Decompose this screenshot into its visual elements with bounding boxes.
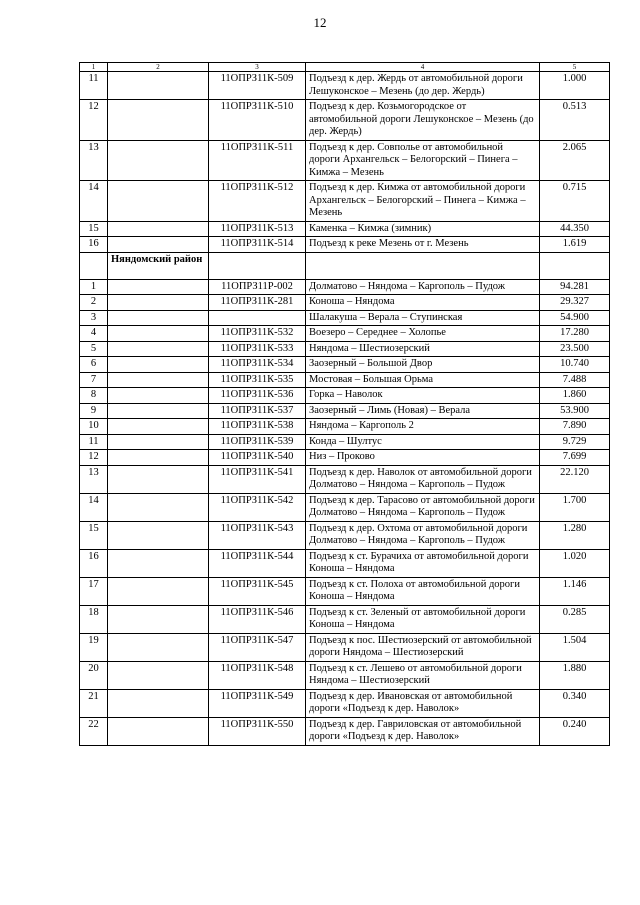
- table-row: [80, 419, 610, 435]
- table-row: [80, 403, 610, 419]
- road-code: 11ОПРЗ11К-537: [209, 403, 306, 419]
- road-name: Мостовая – Большая Орьма: [306, 372, 540, 388]
- road-length: 0.340: [540, 689, 610, 717]
- table-row: [80, 434, 610, 450]
- row-number: 5: [80, 341, 108, 357]
- table-row: [80, 388, 610, 404]
- road-code: 11ОПРЗ11К-547: [209, 633, 306, 661]
- road-name: Шалакуша – Верала – Ступинская: [306, 310, 540, 326]
- road-name: Подъезд к ст. Бурачиха от автомобильной дороги Коноша – Няндома: [306, 549, 540, 577]
- table-row: [80, 372, 610, 388]
- table-row: [80, 72, 610, 100]
- row-number: 11: [80, 434, 108, 450]
- row-number: 6: [80, 357, 108, 373]
- road-name: Подъезд к ст. Зеленый от автомобильной дороги Коноша – Няндома: [306, 605, 540, 633]
- road-code: 11ОПРЗ11К-546: [209, 605, 306, 633]
- row-number: 10: [80, 419, 108, 435]
- row-number: 11: [80, 72, 108, 100]
- road-code: 11ОПРЗ11К-509: [209, 72, 306, 100]
- district-cell: [108, 661, 209, 689]
- road-name: Горка – Наволок: [306, 388, 540, 404]
- page-number: 12: [313, 15, 327, 30]
- road-length: 23.500: [540, 341, 610, 357]
- row-number: 13: [80, 465, 108, 493]
- table-row: [80, 717, 610, 745]
- district-cell: [108, 326, 209, 342]
- district-cell: [108, 237, 209, 253]
- table-row: [80, 100, 610, 141]
- road-code: [209, 310, 306, 326]
- district-cell: [108, 450, 209, 466]
- road-name: Подъезд к ст. Полоха от автомобильной дороги Коноша – Няндома: [306, 577, 540, 605]
- row-number: 12: [80, 100, 108, 141]
- road-code: 11ОПРЗ11К-281: [209, 295, 306, 311]
- district-cell: [108, 310, 209, 326]
- district-cell: [108, 633, 209, 661]
- road-length: 53.900: [540, 403, 610, 419]
- road-name: Каменка – Кимжа (зимник): [306, 221, 540, 237]
- road-length: 9.729: [540, 434, 610, 450]
- road-name: Няндома – Шестиозерский: [306, 341, 540, 357]
- row-number: 21: [80, 689, 108, 717]
- road-name: Долматово – Няндома – Каргополь – Пудож: [306, 279, 540, 295]
- road-length: 0.715: [540, 181, 610, 222]
- roads-table: [79, 62, 610, 746]
- road-length: 2.065: [540, 140, 610, 181]
- district-cell: [108, 279, 209, 295]
- row-number: 20: [80, 661, 108, 689]
- row-number: 14: [80, 493, 108, 521]
- road-length: 1.880: [540, 661, 610, 689]
- road-length: 1.000: [540, 72, 610, 100]
- row-number: 13: [80, 140, 108, 181]
- district-cell: [108, 605, 209, 633]
- road-code: 11ОПРЗ11К-544: [209, 549, 306, 577]
- row-number: 1: [80, 279, 108, 295]
- road-code: 11ОПРЗ11К-549: [209, 689, 306, 717]
- column-number: 2: [108, 63, 209, 72]
- district-cell: [108, 295, 209, 311]
- road-code: 11ОПРЗ11К-538: [209, 419, 306, 435]
- row-number: 14: [80, 181, 108, 222]
- road-code: 11ОПРЗ11К-534: [209, 357, 306, 373]
- road-name: Подъезд к реке Мезень от г. Мезень: [306, 237, 540, 253]
- district-row: [80, 252, 610, 279]
- column-number: 4: [306, 63, 540, 72]
- road-length: 22.120: [540, 465, 610, 493]
- road-code: 11ОПРЗ11К-513: [209, 221, 306, 237]
- table-row: [80, 295, 610, 311]
- road-name: Подъезд к дер. Козьмогородское от автомобильной дороги Лешуконское – Мезень (до дер. Жердь): [306, 100, 540, 141]
- district-cell: [108, 549, 209, 577]
- row-number: 8: [80, 388, 108, 404]
- road-length: 10.740: [540, 357, 610, 373]
- road-code: 11ОПРЗ11К-533: [209, 341, 306, 357]
- row-number: 4: [80, 326, 108, 342]
- table-row: [80, 661, 610, 689]
- road-code: 11ОПРЗ11Р-002: [209, 279, 306, 295]
- row-number: 22: [80, 717, 108, 745]
- table-row: [80, 521, 610, 549]
- row-number: 9: [80, 403, 108, 419]
- row-number: 7: [80, 372, 108, 388]
- road-length: 1.504: [540, 633, 610, 661]
- column-number-row: [80, 63, 610, 72]
- road-code: 11ОПРЗ11К-532: [209, 326, 306, 342]
- district-cell: [108, 493, 209, 521]
- road-length: [540, 252, 610, 279]
- district-cell: [108, 717, 209, 745]
- table-row: [80, 237, 610, 253]
- row-number: 17: [80, 577, 108, 605]
- road-length: 0.285: [540, 605, 610, 633]
- district-cell: [108, 357, 209, 373]
- road-length: 44.350: [540, 221, 610, 237]
- district-cell: [108, 100, 209, 141]
- table-row: [80, 450, 610, 466]
- road-code: 11ОПРЗ11К-510: [209, 100, 306, 141]
- road-length: 7.890: [540, 419, 610, 435]
- table-row: [80, 341, 610, 357]
- road-length: 7.488: [540, 372, 610, 388]
- table-row: [80, 181, 610, 222]
- table-row: [80, 689, 610, 717]
- table-row: [80, 605, 610, 633]
- district-name: Няндомский район: [108, 252, 209, 279]
- roads-table-body: [80, 63, 610, 746]
- district-cell: [108, 388, 209, 404]
- road-name: Подъезд к дер. Гавриловская от автомобильной дороги «Подъезд к дер. Наволок»: [306, 717, 540, 745]
- district-cell: [108, 465, 209, 493]
- district-cell: [108, 521, 209, 549]
- road-name: Подъезд к дер. Наволок от автомобильной дороги Долматово – Няндома – Каргополь – Пудож: [306, 465, 540, 493]
- district-cell: [108, 72, 209, 100]
- road-name: Конда – Шултус: [306, 434, 540, 450]
- road-name: Подъезд к дер. Совполье от автомобильной дороги Архангельск – Белогорский – Пинега – Кимжа – Мезень: [306, 140, 540, 181]
- table-row: [80, 221, 610, 237]
- road-code: 11ОПРЗ11К-512: [209, 181, 306, 222]
- road-length: 54.900: [540, 310, 610, 326]
- district-cell: [108, 341, 209, 357]
- road-name: Подъезд к ст. Лешево от автомобильной дороги Няндома – Шестиозерский: [306, 661, 540, 689]
- road-length: 29.327: [540, 295, 610, 311]
- road-length: 94.281: [540, 279, 610, 295]
- road-name: Няндома – Каргополь 2: [306, 419, 540, 435]
- road-name: Заозерный – Большой Двор: [306, 357, 540, 373]
- road-length: 1.280: [540, 521, 610, 549]
- road-code: 11ОПРЗ11К-543: [209, 521, 306, 549]
- road-name: Воезеро – Середнее – Холопье: [306, 326, 540, 342]
- row-number: 2: [80, 295, 108, 311]
- district-cell: [108, 181, 209, 222]
- road-name: Подъезд к дер. Жердь от автомобильной дороги Лешуконское – Мезень (до дер. Жердь): [306, 72, 540, 100]
- table-row: [80, 279, 610, 295]
- district-cell: [108, 689, 209, 717]
- district-cell: [108, 221, 209, 237]
- table-row: [80, 310, 610, 326]
- road-code: 11ОПРЗ11К-539: [209, 434, 306, 450]
- road-name: Заозерный – Лимь (Новая) – Верала: [306, 403, 540, 419]
- table-row: [80, 493, 610, 521]
- table-row: [80, 140, 610, 181]
- road-code: 11ОПРЗ11К-514: [209, 237, 306, 253]
- table-row: [80, 357, 610, 373]
- table-row: [80, 465, 610, 493]
- road-code: 11ОПРЗ11К-535: [209, 372, 306, 388]
- row-number: 16: [80, 549, 108, 577]
- district-cell: [108, 403, 209, 419]
- row-number: 18: [80, 605, 108, 633]
- road-length: 1.860: [540, 388, 610, 404]
- row-number: 19: [80, 633, 108, 661]
- table-row: [80, 549, 610, 577]
- road-code: 11ОПРЗ11К-542: [209, 493, 306, 521]
- road-code: 11ОПРЗ11К-541: [209, 465, 306, 493]
- road-length: 1.700: [540, 493, 610, 521]
- road-name: Подъезд к дер. Охтома от автомобильной дороги Долматово – Няндома – Каргополь – Пудож: [306, 521, 540, 549]
- table-row: [80, 326, 610, 342]
- district-cell: [108, 577, 209, 605]
- road-length: 7.699: [540, 450, 610, 466]
- road-length: 1.146: [540, 577, 610, 605]
- road-name: [306, 252, 540, 279]
- row-number: 15: [80, 521, 108, 549]
- road-code: 11ОПРЗ11К-511: [209, 140, 306, 181]
- road-length: 0.240: [540, 717, 610, 745]
- road-code: 11ОПРЗ11К-550: [209, 717, 306, 745]
- road-code: [209, 252, 306, 279]
- district-cell: [108, 372, 209, 388]
- district-cell: [108, 419, 209, 435]
- road-code: 11ОПРЗ11К-545: [209, 577, 306, 605]
- road-code: 11ОПРЗ11К-536: [209, 388, 306, 404]
- road-name: Подъезд к дер. Кимжа от автомобильной дороги Архангельск – Белогорский – Пинега – Кимжа – Мезень: [306, 181, 540, 222]
- road-code: 11ОПРЗ11К-540: [209, 450, 306, 466]
- row-number: [80, 252, 108, 279]
- district-cell: [108, 140, 209, 181]
- road-name: Подъезд к дер. Ивановская от автомобильной дороги «Подъезд к дер. Наволок»: [306, 689, 540, 717]
- district-cell: [108, 434, 209, 450]
- road-length: 0.513: [540, 100, 610, 141]
- road-length: 17.280: [540, 326, 610, 342]
- table-row: [80, 577, 610, 605]
- row-number: 16: [80, 237, 108, 253]
- column-number: 1: [80, 63, 108, 72]
- road-name: Низ – Проково: [306, 450, 540, 466]
- road-name: Подъезд к пос. Шестиозерский от автомобильной дороги Няндома – Шестиозерский: [306, 633, 540, 661]
- road-code: 11ОПРЗ11К-548: [209, 661, 306, 689]
- road-name: Подъезд к дер. Тарасово от автомобильной дороги Долматово – Няндома – Каргополь – Пудож: [306, 493, 540, 521]
- row-number: 15: [80, 221, 108, 237]
- table-row: [80, 633, 610, 661]
- road-length: 1.619: [540, 237, 610, 253]
- road-name: Коноша – Няндома: [306, 295, 540, 311]
- column-number: 5: [540, 63, 610, 72]
- column-number: 3: [209, 63, 306, 72]
- row-number: 12: [80, 450, 108, 466]
- road-length: 1.020: [540, 549, 610, 577]
- row-number: 3: [80, 310, 108, 326]
